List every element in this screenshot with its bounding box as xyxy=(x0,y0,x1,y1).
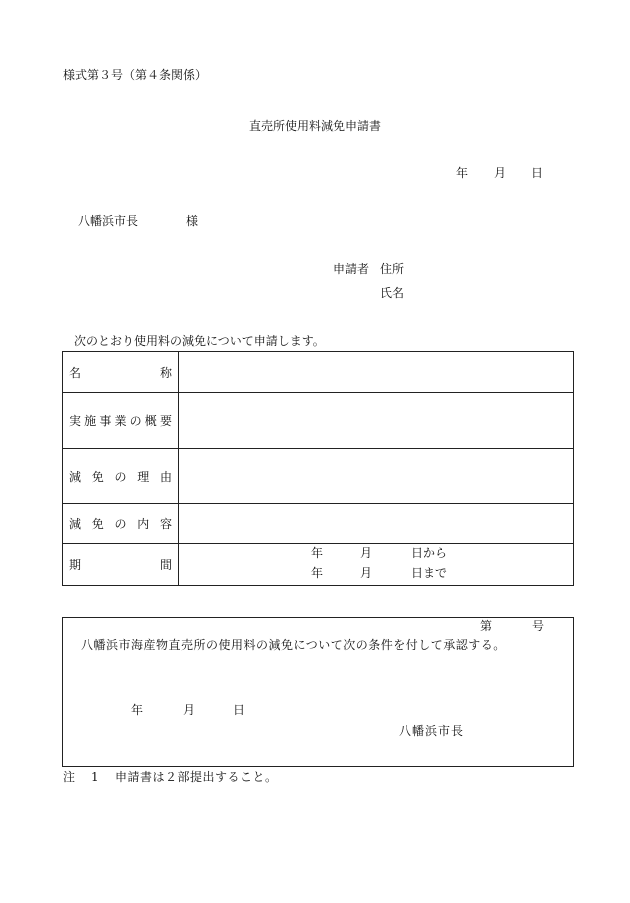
period-to: 年 月 日まで xyxy=(311,566,448,580)
label-period: 期 間 xyxy=(63,544,179,586)
field-overview[interactable] xyxy=(179,393,574,449)
date-day-label: 日 xyxy=(531,166,544,180)
note-text: 申請書は２部提出すること。 xyxy=(115,770,278,784)
intro-text: 次のとおり使用料の減免について申請します。 xyxy=(74,334,325,348)
row-name xyxy=(63,352,574,393)
field-content[interactable] xyxy=(179,504,574,544)
approval-issuer: 八幡浜市長 xyxy=(399,724,465,738)
period-from: 年 月 日から xyxy=(311,546,448,560)
document-title: 直売所使用料減免申請書 xyxy=(248,119,381,133)
label-overview: 実 施 事 業 の 概 要 xyxy=(63,393,179,449)
approval-date-year: 年 xyxy=(131,703,144,717)
approval-section xyxy=(62,617,574,767)
label-reason: 減 免 の 理 由 xyxy=(63,449,179,504)
field-reason[interactable] xyxy=(179,449,574,504)
approval-number-prefix: 第 xyxy=(480,619,493,633)
date-year-label: 年 xyxy=(456,166,469,180)
addressee-name: 八幡浜市長 xyxy=(78,214,139,228)
applicant-name-label: 氏名 xyxy=(380,286,405,300)
label-content: 減 免 の 内 容 xyxy=(63,504,179,544)
form-number: 様式第３号（第４条関係） xyxy=(63,68,208,82)
approval-text: 八幡浜市海産物直売所の使用料の減免について次の条件を付して承認する。 xyxy=(81,638,506,652)
approval-number-suffix: 号 xyxy=(532,619,545,633)
field-name[interactable] xyxy=(179,352,574,393)
approval-date-month: 月 xyxy=(183,703,196,717)
addressee-honorific: 様 xyxy=(186,214,199,228)
date-month-label: 月 xyxy=(494,166,507,180)
note-number: 1 xyxy=(91,770,99,784)
applicant-address-label: 住所 xyxy=(380,262,405,276)
field-period[interactable] xyxy=(179,544,574,586)
row-content xyxy=(63,504,574,544)
application-table xyxy=(62,351,574,586)
label-name: 名 称 xyxy=(63,352,179,393)
row-period xyxy=(63,544,574,586)
approval-date-day: 日 xyxy=(233,703,246,717)
applicant-label: 申請者 xyxy=(333,262,370,276)
row-overview xyxy=(63,393,574,449)
row-reason xyxy=(63,449,574,504)
note-label: 注 xyxy=(63,770,76,784)
